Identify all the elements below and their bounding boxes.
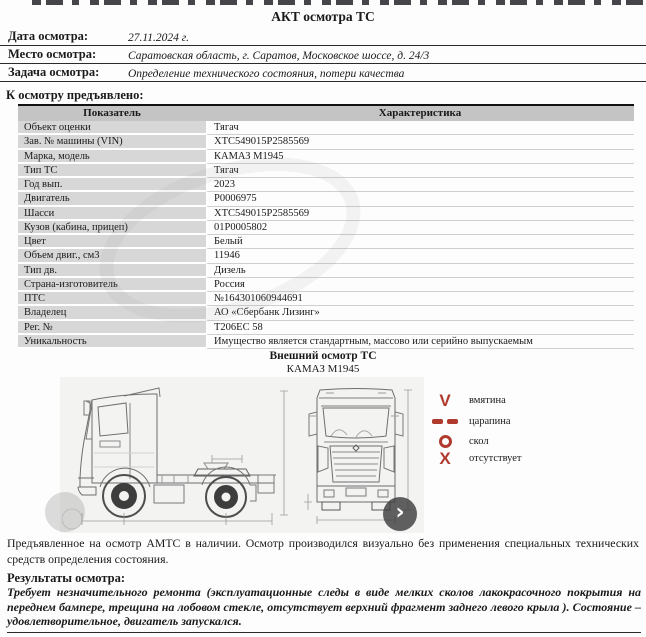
row-value: 2023: [206, 178, 634, 192]
table-row: [18, 235, 634, 249]
legend-label: отсутствует: [469, 453, 522, 464]
row-value: КАМАЗ М1945: [206, 150, 634, 164]
row-label: Тип дв.: [18, 264, 206, 278]
table-row: [18, 306, 634, 320]
row-label: Год вып.: [18, 178, 206, 192]
scratch-icon: [427, 419, 463, 424]
legend-item-dent: [427, 391, 607, 410]
table-row: [18, 178, 634, 192]
table-row: [18, 249, 634, 263]
row-value: 01P0005802: [206, 221, 634, 235]
table-row: [18, 321, 634, 335]
row-value: XTC549015P2585569: [206, 135, 634, 149]
info-value: Саратовская область, г. Саратов, Московское шоссе, д. 24/3: [128, 50, 430, 62]
external-inspection-title: Внешний осмотр ТС: [269, 350, 377, 362]
info-row-place: [0, 46, 646, 64]
row-label: Кузов (кабина, прицеп): [18, 221, 206, 235]
row-value: 11946: [206, 249, 634, 263]
info-label: Задача осмотра:: [8, 65, 100, 79]
table-row: [18, 335, 634, 349]
external-inspection-model: КАМАЗ М1945: [286, 363, 360, 375]
carousel-next-button[interactable]: ›: [383, 497, 417, 531]
legend-item-missing: [427, 450, 607, 467]
row-value: Белый: [206, 235, 634, 249]
info-row-date: [0, 28, 646, 46]
dent-icon: V: [439, 391, 451, 410]
inspection-info: [0, 28, 646, 82]
column-header: Характеристика: [378, 107, 462, 119]
presented-heading: К осмотру предъявлено:: [6, 88, 144, 102]
table-row: [18, 221, 634, 235]
row-value: Тягач: [206, 164, 634, 178]
info-row-task: [0, 64, 646, 82]
legend-item-scratch: [427, 412, 607, 431]
results-heading: Результаты осмотра:: [7, 571, 125, 585]
row-label: ПТС: [18, 292, 206, 306]
row-value: Дизель: [206, 264, 634, 278]
carousel-prev-button[interactable]: [45, 492, 85, 532]
row-label: Объем двиг., см3: [18, 249, 206, 263]
row-value: №164301060944691: [206, 292, 634, 306]
row-label: Уникальность: [18, 335, 206, 349]
row-label: Зав. № машины (VIN): [18, 135, 206, 149]
column-header: Показатель: [83, 107, 141, 119]
table-row: [18, 164, 634, 178]
row-value: АО «Сбербанк Лизинг»: [206, 306, 634, 320]
legend-label: скол: [469, 436, 489, 447]
table-row: [18, 192, 634, 206]
table-header-row: [18, 106, 634, 121]
row-label: Страна-изготовитель: [18, 278, 206, 292]
table-row: [18, 207, 634, 221]
chip-icon: [427, 435, 463, 448]
legend-label: царапина: [469, 416, 511, 427]
truck-side-view-drawing: [62, 383, 294, 531]
missing-icon: X: [439, 449, 451, 468]
vehicle-table: [18, 104, 634, 349]
table-row: [18, 292, 634, 306]
row-value: XTC549015P2585569: [206, 207, 634, 221]
legend-label: вмятина: [469, 395, 506, 406]
row-label: Марка, модель: [18, 150, 206, 164]
info-value: 27.11.2024 г.: [128, 32, 189, 44]
row-label: Цвет: [18, 235, 206, 249]
row-value: P0006975: [206, 192, 634, 206]
table-row: [18, 264, 634, 278]
info-value: Определение технического состояния, потери качества: [128, 68, 405, 80]
vehicle-diagram-image: [60, 377, 424, 533]
row-value: Т206ЕС 58: [206, 321, 634, 335]
table-row: [18, 150, 634, 164]
row-value: Тягач: [206, 121, 634, 135]
defect-legend: [427, 391, 607, 467]
row-value: Имущество является стандартным, массово или серийно выпускаемым: [206, 335, 634, 349]
results-text: Требует незначительного ремонта (эксплуатационные следы в виде мелких сколов лакокрасочного покрытия на переднем бампере, трещина на лобовом стекле, отсутствует верхний фрагмент заднего левого крыла ). Состояние – удовлетворительное, двигатель запускался.: [7, 585, 641, 633]
legend-item-chip: [427, 433, 607, 450]
row-label: Двигатель: [18, 192, 206, 206]
row-label: Шасси: [18, 207, 206, 221]
row-value: Россия: [206, 278, 634, 292]
table-row: [18, 121, 634, 135]
row-label: Владелец: [18, 306, 206, 320]
info-label: Место осмотра:: [8, 47, 97, 61]
availability-note: Предъявленное на осмотр АМТС в наличии. Осмотр производился визуально без применения специальных технических средств определения состояния.: [7, 536, 639, 566]
table-row: [18, 278, 634, 292]
row-label: Объект оценки: [18, 121, 206, 135]
row-label: Рег. №: [18, 321, 206, 335]
row-label: Тип ТС: [18, 164, 206, 178]
info-label: Дата осмотра:: [8, 29, 89, 43]
document-title: АКТ осмотра ТС: [271, 9, 375, 24]
cropped-text-strip: [32, 0, 644, 5]
table-row: [18, 135, 634, 149]
